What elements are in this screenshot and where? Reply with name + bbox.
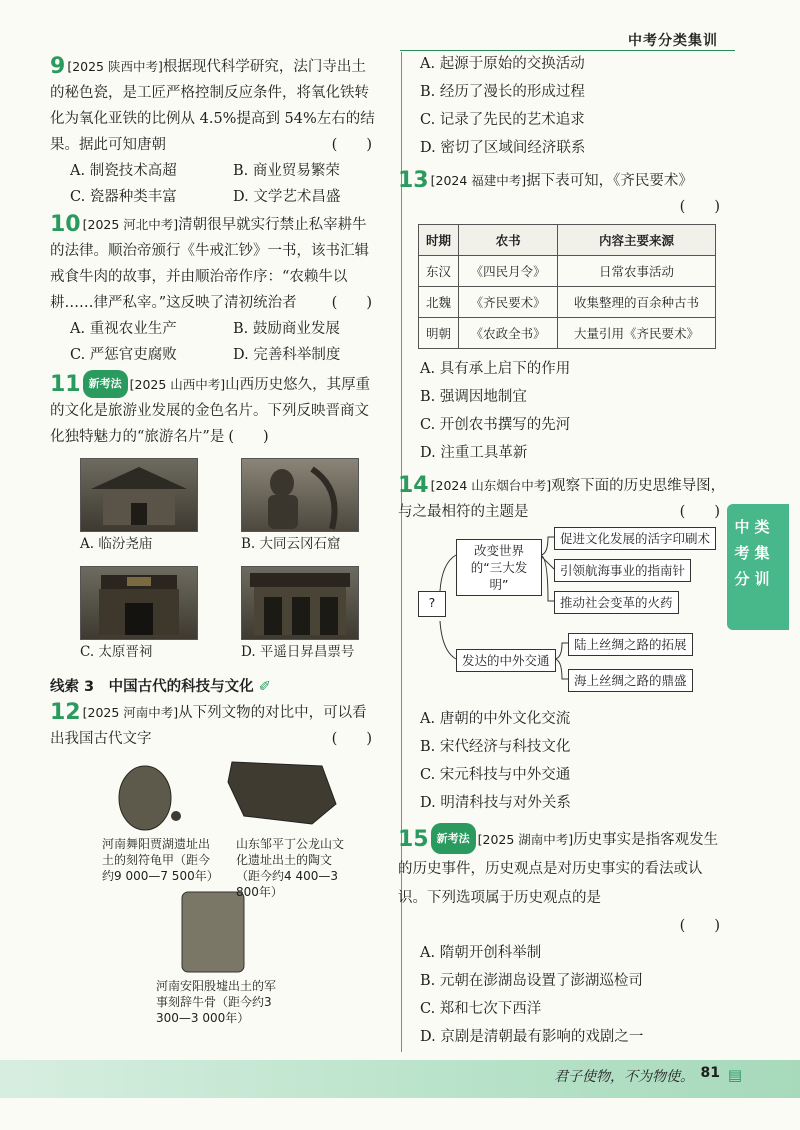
- photo-option-b[interactable]: [241, 458, 380, 560]
- option-b[interactable]: B. 鼓励商业发展: [233, 321, 340, 337]
- side-tab-char: 集: [754, 544, 770, 562]
- answer-paren: [398, 913, 728, 939]
- buddha-statue-icon: [242, 459, 358, 531]
- option-a[interactable]: A. 重视农业生产: [70, 321, 177, 337]
- table-cell: 日常农事活动: [558, 256, 716, 287]
- option-a[interactable]: A. 起源于原始的交换活动: [420, 56, 585, 72]
- question-source: [2025 山西中考]: [129, 377, 226, 392]
- side-section-tab[interactable]: [727, 504, 789, 630]
- question-number: 15: [398, 827, 429, 852]
- mind-map-leaf-sea-silk-road: 海上丝绸之路的鼎盛: [568, 669, 693, 692]
- photo-caption: B. 大同云冈石窟: [241, 536, 341, 552]
- options-13: [398, 355, 728, 467]
- option-b[interactable]: B. 元朝在澎湖岛设置了澎湖巡检司: [420, 973, 643, 989]
- table-cell: 大量引用《齐民要术》: [558, 318, 716, 349]
- option-d[interactable]: D. 文学艺术昌盛: [233, 189, 341, 205]
- mind-map-leaf-gunpowder: 推动社会变革的火药: [554, 591, 679, 614]
- table-header: 时期: [419, 225, 459, 256]
- option-a[interactable]: A. 具有承上启下的作用: [420, 361, 571, 377]
- temple-icon: [81, 459, 197, 531]
- option-d[interactable]: D. 明清科技与对外关系: [420, 795, 571, 811]
- side-tab-char: 类: [754, 518, 770, 536]
- question-number: 14: [398, 473, 429, 498]
- photo-grid-11: [50, 458, 380, 668]
- question-stem: 据下表可知，《齐民要术》: [526, 173, 693, 189]
- side-tab-char: 考: [734, 544, 750, 562]
- new-method-badge: 新考法: [431, 823, 476, 854]
- answer-paren: ( ): [331, 137, 372, 153]
- table-row: [419, 318, 716, 349]
- table-row: [419, 256, 716, 287]
- answer-paren: ( ): [331, 295, 372, 311]
- option-a[interactable]: A. 隋朝开创科举制: [420, 945, 542, 961]
- mind-map-leaf-land-silk-road: 陆上丝绸之路的拓展: [568, 633, 693, 656]
- options-14: [398, 705, 728, 817]
- photo-option-d[interactable]: [241, 566, 380, 668]
- question-stem: 山西历史悠久，其厚重的文化是旅游业发展的金色名片。下列反映晋商文化独特魅力的“旅游名片”是: [50, 377, 371, 445]
- mind-map-leaf-printing: 促进文化发展的活字印刷术: [554, 527, 716, 550]
- shrine-photo: [80, 566, 198, 640]
- relic-caption-3: 河南安阳殷墟出土的军事刻辞牛骨（距今约3 300—3 000年）: [156, 979, 277, 1025]
- question-14: [398, 473, 728, 525]
- table-row: [419, 287, 716, 318]
- table-header: 内容主要来源: [558, 225, 716, 256]
- question-number: 9: [50, 54, 66, 79]
- relic-illustrations: [50, 752, 380, 1082]
- new-method-badge: 新考法: [83, 370, 128, 398]
- page-number: 81: [700, 1065, 720, 1081]
- right-column: [398, 50, 728, 1051]
- table-header-row: [419, 225, 716, 256]
- table-cell: 北魏: [419, 287, 459, 318]
- answer-paren: ( ): [331, 731, 372, 747]
- question-stem: 从下列文物的对比中，可以看出我国古代文字: [50, 705, 367, 747]
- mind-map: [412, 525, 728, 705]
- side-tab-char: 训: [754, 570, 770, 588]
- side-tab-char: 中: [734, 518, 750, 536]
- option-d[interactable]: D. 密切了区域间经济联系: [420, 140, 586, 156]
- answer-paren: ( ): [228, 429, 269, 445]
- option-b[interactable]: B. 宋代经济与科技文化: [420, 739, 571, 755]
- pen-icon: ✐: [258, 679, 271, 695]
- relic-caption-1: 河南舞阳贾湖遗址出土的刻符龟甲（距今约9 000—7 500年）: [102, 837, 219, 883]
- answer-paren-text: ( ): [679, 199, 720, 215]
- ox-bone-icon: [182, 892, 244, 972]
- question-10: [50, 212, 380, 316]
- question-stem: 根据现代科学研究，法门寺出土的秘色瓷，是工匠严格控制反应条件，将氧化铁转化为氧化亚铁的比例从 4.5%提高到 54%左右的结果。据此可知唐朝: [50, 59, 375, 153]
- option-c[interactable]: C. 瓷器种类丰富: [70, 189, 177, 205]
- left-column: [50, 54, 380, 1082]
- question-number: 12: [50, 700, 81, 725]
- photo-caption: C. 太原晋祠: [80, 644, 153, 660]
- options-10: [50, 316, 380, 368]
- question-stem: 观察下面的历史思维导图，与之最相符的主题是: [398, 478, 726, 520]
- mind-map-leaf-compass: 引领航海事业的指南针: [554, 559, 691, 582]
- table-cell: 收集整理的百余种古书: [558, 287, 716, 318]
- table-cell: 《农政全书》: [459, 318, 558, 349]
- table-cell: 《齐民要术》: [459, 287, 558, 318]
- question-number: 13: [398, 168, 429, 193]
- question-number: 11: [50, 372, 81, 397]
- question-13: [398, 168, 728, 194]
- section-heading: [50, 674, 380, 700]
- question-source: [2024 山东烟台中考]: [430, 478, 552, 493]
- option-b[interactable]: B. 强调因地制宜: [420, 389, 527, 405]
- option-b[interactable]: B. 经历了漫长的形成过程: [420, 84, 585, 100]
- option-c[interactable]: C. 宋元科技与中外交通: [420, 767, 571, 783]
- pottery-shard-icon: [228, 762, 336, 824]
- turtle-shell-icon: [119, 766, 171, 830]
- side-tab-char: 分: [734, 570, 750, 588]
- option-a[interactable]: A. 制瓷技术高超: [70, 163, 177, 179]
- shrine-icon: [81, 567, 197, 639]
- photo-option-c[interactable]: [80, 566, 219, 668]
- question-source: [2025 河北中考]: [82, 217, 179, 232]
- table-cell: 《四民月令》: [459, 256, 558, 287]
- option-d[interactable]: D. 京剧是清朝最有影响的戏剧之一: [420, 1029, 644, 1045]
- options-12: [398, 50, 728, 162]
- question-11: [50, 370, 380, 450]
- photo-caption: A. 临汾尧庙: [80, 536, 153, 552]
- temple-photo: [80, 458, 198, 532]
- question-source: [2025 河南中考]: [82, 705, 179, 720]
- table-header: 农书: [459, 225, 558, 256]
- option-d[interactable]: D. 注重工具革新: [420, 445, 528, 461]
- mind-map-branch-inventions: 改变世界的“三大发明”: [456, 539, 542, 596]
- answer-paren: ( ): [679, 504, 720, 520]
- footer-motto: 君子使物，不为物使。: [554, 1069, 694, 1085]
- answer-paren-text: ( ): [679, 918, 720, 934]
- agri-books-table: [418, 224, 716, 349]
- book-icon: ▤: [727, 1066, 742, 1084]
- option-c[interactable]: C. 开创农书撰写的先河: [420, 417, 571, 433]
- options-15: [398, 939, 728, 1051]
- options-9: [50, 158, 380, 210]
- question-stem: 历史事实是指客观发生的历史事件，历史观点是对历史事实的看法或认识。下列选项属于历史观点的是: [398, 832, 719, 906]
- question-12: [50, 700, 380, 752]
- section-label: 线索 3 中国古代的科技与文化: [50, 679, 254, 695]
- option-c[interactable]: C. 郑和七次下西洋: [420, 1001, 542, 1017]
- option-d[interactable]: D. 完善科举制度: [233, 347, 341, 363]
- option-a[interactable]: A. 唐朝的中外文化交流: [420, 711, 571, 727]
- mind-map-branch-traffic: 发达的中外交通: [456, 649, 556, 672]
- table-cell: 明朝: [419, 318, 459, 349]
- question-source: [2025 湖南中考]: [477, 832, 574, 847]
- photo-option-a[interactable]: [80, 458, 219, 560]
- option-b[interactable]: B. 商业贸易繁荣: [233, 163, 340, 179]
- question-source: [2024 福建中考]: [430, 173, 527, 188]
- answer-paren: [398, 194, 728, 220]
- question-number: 10: [50, 212, 81, 237]
- question-source: [2025 陕西中考]: [67, 59, 163, 74]
- mind-map-root: ?: [418, 591, 446, 617]
- table-cell: 东汉: [419, 256, 459, 287]
- question-stem: 清朝很早就实行禁止私宰耕牛的法律。顺治帝颁行《牛戒汇钞》一书，该书汇辑戒食牛肉的故事，并由顺治帝作序：“农赖牛以耕……律严私宰。”这反映了清初统治者: [50, 217, 369, 311]
- question-15: [398, 823, 728, 913]
- bank-photo: [241, 566, 359, 640]
- page-header-title: 中考分类集训: [628, 33, 718, 49]
- photo-caption: D. 平遥日昇昌票号: [241, 644, 355, 660]
- option-c[interactable]: C. 记录了先民的艺术追求: [420, 112, 585, 128]
- question-9: [50, 54, 380, 158]
- option-c[interactable]: C. 严惩官吏腐败: [70, 347, 177, 363]
- relics-figure: [50, 752, 380, 1082]
- grotto-photo: [241, 458, 359, 532]
- storefront-icon: [242, 567, 358, 639]
- relic-caption-2: 山东邹平丁公龙山文化遗址出土的陶文（距今约4 400—3 800年）: [236, 837, 345, 899]
